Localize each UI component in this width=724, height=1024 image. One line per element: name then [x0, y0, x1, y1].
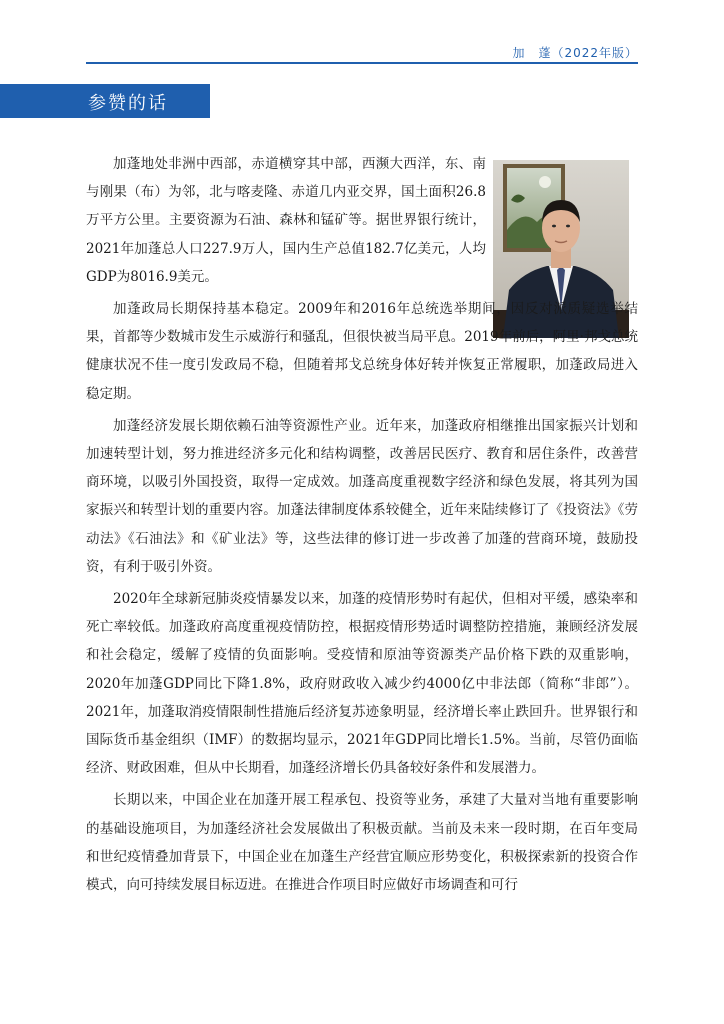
section-banner: [0, 84, 210, 118]
section-title: 参赞的话: [88, 93, 168, 114]
running-header: 加 蓬（2022年版）: [512, 46, 638, 60]
article-body: [86, 150, 638, 903]
paragraph-economy: 加蓬经济发展长期依赖石油等资源性产业。近年来，加蓬政府相继推出国家振兴计划和加速转型计划，努力推进经济多元化和结构调整，改善居民医疗、教育和居住条件，改善营商环境，以吸引外国投资，取得一定成效。加蓬高度重视数字经济和绿色发展，将其列为国家振兴和转型计划的重要内容。加蓬法律制度体系较健全，近年来陆续修订了《投资法》《劳动法》《石油法》和《矿业法》等，这些法律的修订进一步改善了加蓬的营商环境，鼓励投资，有利于吸引外资。: [86, 417, 638, 575]
paragraph-pandemic: 2020年全球新冠肺炎疫情暴发以来，加蓬的疫情形势时有起伏，但相对平缓，感染率和死亡率较低。加蓬政府高度重视疫情防控，根据疫情形势适时调整防控措施，兼顾经济发展和社会稳定，缓解了疫情的负面影响。受疫情和原油等资源类产品价格下跌的双重影响，2020年加蓬GDP同比下降1.8%，政府财政收入减少约4000亿中非法郎（简称“非郎”）。2021年，加蓬取消疫情限制性措施后经济复苏迹象明显，经济增长率止跌回升。世界银行和国际货币基金组织（IMF）的数据均显示，2021年GDP同比增长1.5%。当前，尽管仍面临经济、财政困难，但从中长期看，加蓬经济增长仍具备较好条件和发展潜力。: [86, 591, 638, 777]
paragraph-cooperation: 长期以来，中国企业在加蓬开展工程承包、投资等业务，承建了大量对当地有重要影响的基础设施项目，为加蓬经济社会发展做出了积极贡献。当前及未来一段时期，在百年变局和世纪疫情叠加背景下，中国企业在加蓬生产经营宜顺应形势变化，积极探索新的投资合作模式，向可持续发展目标迈进。在推进合作项目时应做好市场调查和可行: [86, 792, 638, 894]
paragraph-geography: 加蓬地处非洲中西部，赤道横穿其中部，西濒大西洋，东、南与刚果（布）为邻，北与喀麦隆、赤道几内亚交界，国土面积26.8万平方公里。主要资源为石油、森林和锰矿等。据世界银行统计，2021年加蓬总人口227.9万人，国内生产总值182.7亿美元，人均GDP为8016.9美元。: [86, 156, 486, 285]
paragraph-politics: 加蓬政局长期保持基本稳定。2009年和2016年总统选举期间，因反对派质疑选举结果，首都等少数城市发生示威游行和骚乱，但很快被当局平息。2019年前后，阿里·邦戈总统健康状况不佳一度引发政局不稳，但随着邦戈总统身体好转并恢复正常履职，加蓬政局进入稳定期。: [86, 301, 638, 402]
header-rule: [86, 62, 638, 64]
